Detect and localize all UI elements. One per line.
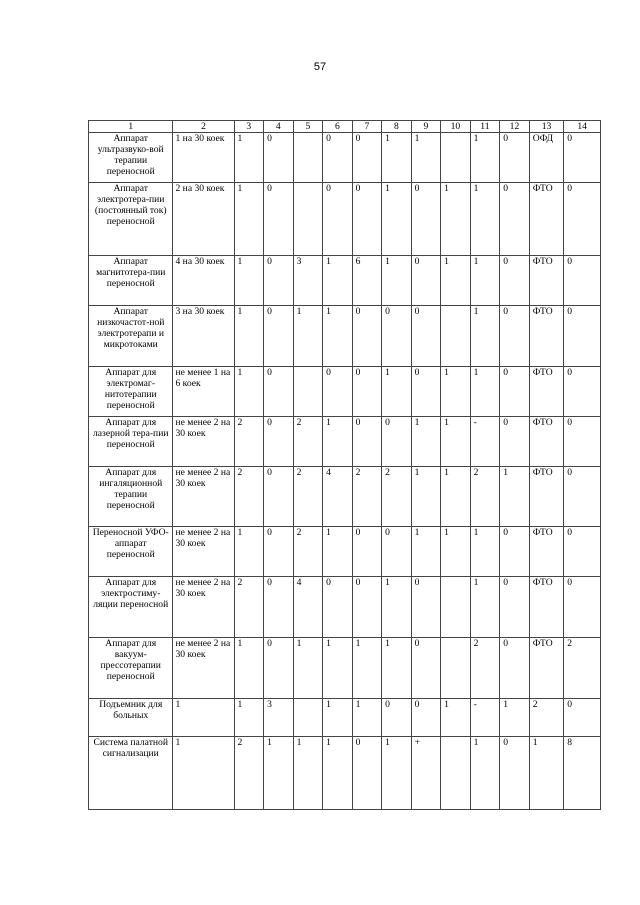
table-cell — [293, 699, 323, 737]
table-cell: 1 — [323, 699, 353, 737]
equipment-name-cell: Аппарат для лазерной тера-пии переносной — [89, 417, 173, 467]
table-cell: 1 — [441, 367, 471, 417]
table-cell: 0 — [264, 527, 294, 577]
column-header: 8 — [382, 121, 412, 133]
table-cell: 0 — [564, 577, 601, 638]
table-cell: 1 — [234, 367, 264, 417]
table-cell: 1 — [264, 737, 294, 810]
table-cell — [293, 133, 323, 183]
table-cell: 1 — [500, 467, 530, 527]
table-cell: 1 — [323, 737, 353, 810]
page-number: 57 — [313, 61, 327, 73]
table-cell: - — [470, 417, 500, 467]
table-cell: ФТО — [529, 527, 564, 577]
equipment-name-cell: Аппарат магнитотера-пии переносной — [89, 256, 173, 306]
table-cell: 0 — [264, 417, 294, 467]
column-header: 13 — [529, 121, 564, 133]
table-cell: 1 — [323, 417, 353, 467]
quantity-cell: 1 на 30 коек — [173, 133, 234, 183]
table-cell: 2 — [234, 467, 264, 527]
table-cell: 8 — [564, 737, 601, 810]
table-cell: 1 — [470, 577, 500, 638]
table-cell: 0 — [264, 577, 294, 638]
table-cell: 1 — [234, 699, 264, 737]
quantity-cell: 2 на 30 коек — [173, 183, 234, 256]
table-cell: 0 — [264, 638, 294, 699]
table-cell: 0 — [323, 577, 353, 638]
table-cell: ФТО — [529, 638, 564, 699]
table-row — [89, 577, 601, 638]
equipment-name-cell: Аппарат низкочастот-ной электротерапи и микротоками — [89, 306, 173, 367]
table-cell: ФТО — [529, 256, 564, 306]
table-cell: ФТО — [529, 417, 564, 467]
table-cell: 0 — [352, 527, 382, 577]
table-cell — [293, 367, 323, 417]
equipment-name-cell: Переносной УФО-аппарат переносной — [89, 527, 173, 577]
table-row — [89, 417, 601, 467]
table-cell: 0 — [500, 367, 530, 417]
table-cell: 0 — [564, 699, 601, 737]
table-cell: 1 — [411, 467, 441, 527]
table-cell: 1 — [293, 638, 323, 699]
table-cell: 1 — [411, 417, 441, 467]
table-cell: 2 — [352, 467, 382, 527]
table-cell: 1 — [293, 737, 323, 810]
quantity-cell: 1 — [173, 699, 234, 737]
equipment-name-cell: Аппарат электротера-пии (постоянный ток) переносной — [89, 183, 173, 256]
table-cell: 0 — [500, 737, 530, 810]
table-cell: 0 — [352, 367, 382, 417]
table-cell: 1 — [441, 256, 471, 306]
table-cell: 0 — [411, 256, 441, 306]
table-cell: 1 — [382, 577, 412, 638]
table-cell: 2 — [470, 467, 500, 527]
table-cell: 1 — [382, 133, 412, 183]
table-cell: 4 — [323, 467, 353, 527]
table-cell: 2 — [293, 417, 323, 467]
quantity-cell: не менее 2 на 30 коек — [173, 417, 234, 467]
table-cell: 0 — [264, 467, 294, 527]
column-header: 5 — [293, 121, 323, 133]
table-cell: 1 — [382, 367, 412, 417]
quantity-cell: 3 на 30 коек — [173, 306, 234, 367]
table-cell: 1 — [234, 133, 264, 183]
table-cell — [441, 577, 471, 638]
table-cell — [441, 306, 471, 367]
table-cell: 1 — [470, 133, 500, 183]
table-row — [89, 133, 601, 183]
table-cell: 1 — [352, 638, 382, 699]
table-cell: 0 — [564, 527, 601, 577]
table-cell: 1 — [323, 527, 353, 577]
table-cell: 2 — [564, 638, 601, 699]
table-cell — [441, 638, 471, 699]
table-row — [89, 183, 601, 256]
table-cell: 0 — [323, 367, 353, 417]
table-cell: - — [470, 699, 500, 737]
table-cell: 0 — [352, 183, 382, 256]
column-header: 4 — [264, 121, 294, 133]
column-header: 14 — [564, 121, 601, 133]
table-cell: 0 — [500, 577, 530, 638]
equipment-name-cell: Аппарат для вакуум-прессотерапии переносной — [89, 638, 173, 699]
table-cell: 2 — [293, 467, 323, 527]
quantity-cell: не менее 2 на 30 коек — [173, 467, 234, 527]
table-cell: 0 — [323, 133, 353, 183]
column-header: 9 — [411, 121, 441, 133]
table-cell: ФТО — [529, 577, 564, 638]
equipment-name-cell: Аппарат для электростиму-ляции переносной — [89, 577, 173, 638]
table-cell: 1 — [323, 638, 353, 699]
table-cell: 1 — [411, 133, 441, 183]
table-cell: 0 — [352, 577, 382, 638]
column-header: 11 — [470, 121, 500, 133]
table-cell: 0 — [411, 638, 441, 699]
table-row — [89, 256, 601, 306]
table-cell: 1 — [441, 527, 471, 577]
table-cell: 1 — [470, 183, 500, 256]
column-header: 1 — [89, 121, 173, 133]
table-cell: 1 — [382, 256, 412, 306]
table-row — [89, 638, 601, 699]
quantity-cell: не менее 2 на 30 коек — [173, 577, 234, 638]
table-cell: 6 — [352, 256, 382, 306]
table-cell: 1 — [234, 527, 264, 577]
table-cell — [293, 183, 323, 256]
table-cell: 0 — [411, 367, 441, 417]
table-cell: 0 — [352, 133, 382, 183]
table-cell: 1 — [441, 183, 471, 256]
table-cell: 1 — [352, 699, 382, 737]
table-cell: 0 — [352, 306, 382, 367]
table-cell: 1 — [234, 306, 264, 367]
table-header-row — [89, 121, 601, 133]
equipment-name-cell: Аппарат для электромаг-нитотерапии переносной — [89, 367, 173, 417]
table-cell: 0 — [500, 417, 530, 467]
table-cell: 0 — [564, 183, 601, 256]
table-cell: 1 — [323, 306, 353, 367]
table-cell — [441, 133, 471, 183]
table-cell: 0 — [564, 417, 601, 467]
table-cell: 0 — [564, 306, 601, 367]
table-cell: 0 — [411, 183, 441, 256]
quantity-cell: не менее 2 на 30 коек — [173, 527, 234, 577]
table-cell: 0 — [500, 306, 530, 367]
table-cell: 1 — [293, 306, 323, 367]
table-cell: 0 — [564, 256, 601, 306]
table-cell: 1 — [234, 183, 264, 256]
table-cell: 1 — [382, 638, 412, 699]
table-cell: 0 — [264, 183, 294, 256]
table-row — [89, 306, 601, 367]
table-cell: 2 — [470, 638, 500, 699]
column-header: 3 — [234, 121, 264, 133]
equipment-name-cell: Аппарат для ингаляционной терапии переносной — [89, 467, 173, 527]
table-cell: 0 — [564, 133, 601, 183]
table-row — [89, 699, 601, 737]
table-cell: 0 — [264, 256, 294, 306]
table-cell: ФТО — [529, 306, 564, 367]
table-cell: 2 — [293, 527, 323, 577]
equipment-table — [88, 120, 601, 810]
table-cell: 1 — [411, 527, 441, 577]
table-cell: 0 — [411, 306, 441, 367]
table-row — [89, 527, 601, 577]
table-cell: 0 — [411, 699, 441, 737]
table-cell: 1 — [234, 256, 264, 306]
table-cell: 0 — [264, 367, 294, 417]
table-cell: 3 — [264, 699, 294, 737]
table-cell: 1 — [441, 417, 471, 467]
table-cell: 1 — [529, 737, 564, 810]
table-cell: 4 — [293, 577, 323, 638]
table-cell: 0 — [352, 737, 382, 810]
table-row — [89, 467, 601, 527]
table-cell: 1 — [470, 306, 500, 367]
table-cell: 1 — [234, 638, 264, 699]
table-cell: 2 — [234, 577, 264, 638]
table-cell: ФТО — [529, 183, 564, 256]
table-cell: 0 — [500, 638, 530, 699]
table-cell: 1 — [441, 467, 471, 527]
table-cell: 0 — [382, 527, 412, 577]
table-cell: 2 — [234, 737, 264, 810]
equipment-name-cell: Подъемник для больных — [89, 699, 173, 737]
equipment-name-cell: Аппарат ультразвуко-вой терапии переносной — [89, 133, 173, 183]
table-cell: 1 — [441, 699, 471, 737]
table-cell: 3 — [293, 256, 323, 306]
table-cell: 0 — [382, 417, 412, 467]
table-cell: 0 — [264, 133, 294, 183]
table-row — [89, 737, 601, 810]
table-cell: 2 — [382, 467, 412, 527]
quantity-cell: 1 — [173, 737, 234, 810]
table-cell: 1 — [323, 256, 353, 306]
table-cell: 2 — [529, 699, 564, 737]
column-header: 2 — [173, 121, 234, 133]
column-header: 6 — [323, 121, 353, 133]
table-cell: 0 — [264, 306, 294, 367]
quantity-cell: не менее 1 на 6 коек — [173, 367, 234, 417]
column-header: 12 — [500, 121, 530, 133]
quantity-cell: не менее 2 на 30 коек — [173, 638, 234, 699]
table-cell — [441, 737, 471, 810]
column-header: 7 — [352, 121, 382, 133]
table-cell: 0 — [411, 577, 441, 638]
table-cell: 0 — [564, 467, 601, 527]
table-cell: 2 — [234, 417, 264, 467]
table-cell: 0 — [500, 183, 530, 256]
column-header: 10 — [441, 121, 471, 133]
table-cell: 1 — [470, 367, 500, 417]
table-cell: 0 — [500, 133, 530, 183]
table-cell: 0 — [382, 306, 412, 367]
table-cell: ФТО — [529, 467, 564, 527]
table-cell: 1 — [382, 737, 412, 810]
table-cell: 1 — [500, 699, 530, 737]
table-cell: 0 — [382, 699, 412, 737]
equipment-name-cell: Система палатной сигнализации — [89, 737, 173, 810]
table-cell: 1 — [470, 527, 500, 577]
table-cell: 0 — [564, 367, 601, 417]
table-cell: + — [411, 737, 441, 810]
table-cell: 0 — [500, 256, 530, 306]
table-cell: ФТО — [529, 367, 564, 417]
table-cell: 0 — [500, 527, 530, 577]
table-cell: 1 — [470, 256, 500, 306]
table-cell: 0 — [352, 417, 382, 467]
table-cell: 0 — [323, 183, 353, 256]
table-cell: ОФД — [529, 133, 564, 183]
table-cell: 1 — [470, 737, 500, 810]
quantity-cell: 4 на 30 коек — [173, 256, 234, 306]
table-row — [89, 367, 601, 417]
table-cell: 1 — [382, 183, 412, 256]
